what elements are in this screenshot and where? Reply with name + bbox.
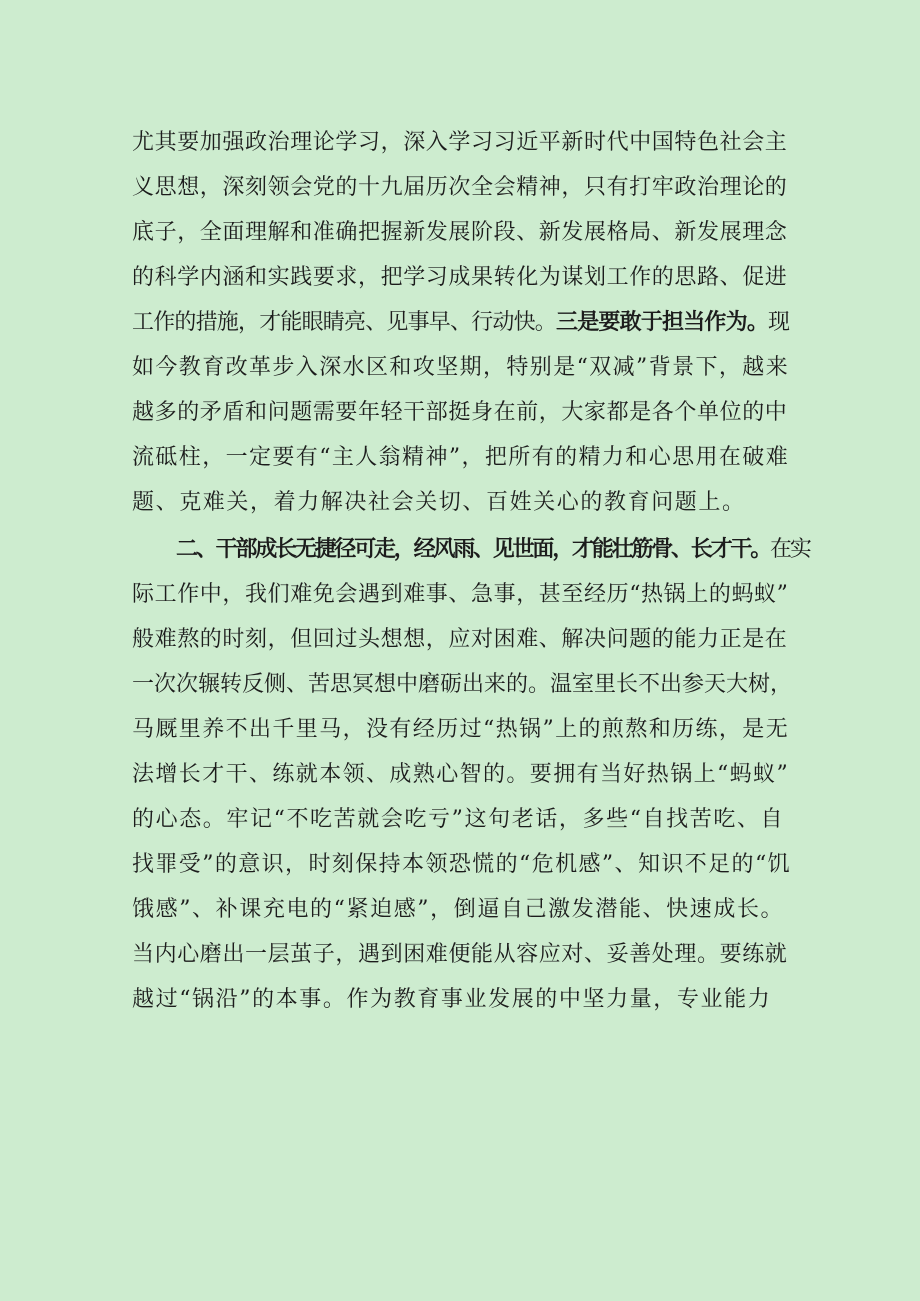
body-text: 找罪受”的意识，时刻保持本领恐慌的“危机感”、知识不足的“饥 — [132, 852, 791, 877]
body-text: 饿感”、补课充电的“紧迫感”，倒逼自己激发潜能、快速成长。 — [132, 897, 785, 922]
text-line — [132, 303, 792, 343]
text-line — [176, 530, 810, 570]
text-line — [132, 575, 792, 615]
body-text: 般难熬的时刻，但回过头想想，应对困难、解决问题的能力正是在 — [132, 627, 788, 652]
text-line — [132, 483, 792, 523]
body-text: 法增长才干、练就本领、成熟心智的。要拥有当好热锅上“蚂蚁” — [132, 762, 790, 787]
body-text: 现 — [768, 310, 790, 335]
body-text: 题、克难关，着力解决社会关切、百姓关心的教育问题上。 — [132, 490, 746, 515]
text-line — [132, 213, 792, 253]
text-line — [132, 800, 792, 840]
text-line — [132, 393, 792, 433]
text-line — [132, 168, 792, 208]
text-line — [132, 980, 792, 1020]
body-text: 底子，全面理解和准确把握新发展阶段、新发展格局、新发展理念 — [132, 220, 788, 245]
text-line — [132, 123, 792, 163]
body-text: 工作的措施，才能眼睛亮、见事早、行动快。 — [132, 310, 557, 335]
text-line — [132, 620, 792, 660]
text-line — [132, 755, 792, 795]
body-text: 流砥柱，一定要有“主人翁精神”，把所有的精力和心思用在破难 — [132, 445, 790, 470]
body-text: 如今教育改革步入深水区和攻坚期，特别是“双减”背景下，越来 — [132, 355, 790, 380]
body-text: 在实 — [770, 537, 810, 562]
body-text: 义思想，深刻领会党的十九届历次全会精神，只有打牢政治理论的 — [132, 175, 788, 200]
body-text: 尤其要加强政治理论学习，深入学习习近平新时代中国特色社会主 — [132, 130, 788, 155]
text-line — [132, 348, 792, 388]
body-text: 马厩里养不出千里马，没有经历过“热锅”上的煎熬和历练，是无 — [132, 717, 790, 742]
body-text: 越多的矛盾和问题需要年轻干部挺身在前，大家都是各个单位的中 — [132, 400, 788, 425]
body-text: 际工作中，我们难免会遇到难事、急事，甚至经历“热锅上的蚂蚁” — [132, 582, 789, 607]
body-text: 越过“锅沿”的本事。作为教育事业发展的中坚力量，专业能力 — [132, 987, 772, 1012]
bold-heading-text: 二、干部成长无捷径可走，经风雨、见世面，才能壮筋骨、长才干。 — [176, 537, 771, 562]
body-text: 一次次辗转反侧、苦思冥想中磨砺出来的。温室里长不出参天大树， — [132, 672, 793, 697]
text-line — [132, 665, 792, 705]
text-line — [132, 935, 792, 975]
text-line — [132, 438, 792, 478]
text-line — [132, 258, 792, 298]
text-line — [132, 890, 792, 930]
body-text: 的科学内涵和实践要求，把学习成果转化为谋划工作的思路、促进 — [132, 265, 788, 290]
bold-heading-text: 三是要敢于担当作为。 — [556, 310, 769, 335]
body-text: 的心态。牢记“不吃苦就会吃亏”这句老话，多些“自找苦吃、自 — [132, 807, 785, 832]
body-text: 当内心磨出一层茧子，遇到困难便能从容应对、妥善处理。要练就 — [132, 942, 788, 967]
text-line — [132, 845, 792, 885]
text-line — [132, 710, 792, 750]
